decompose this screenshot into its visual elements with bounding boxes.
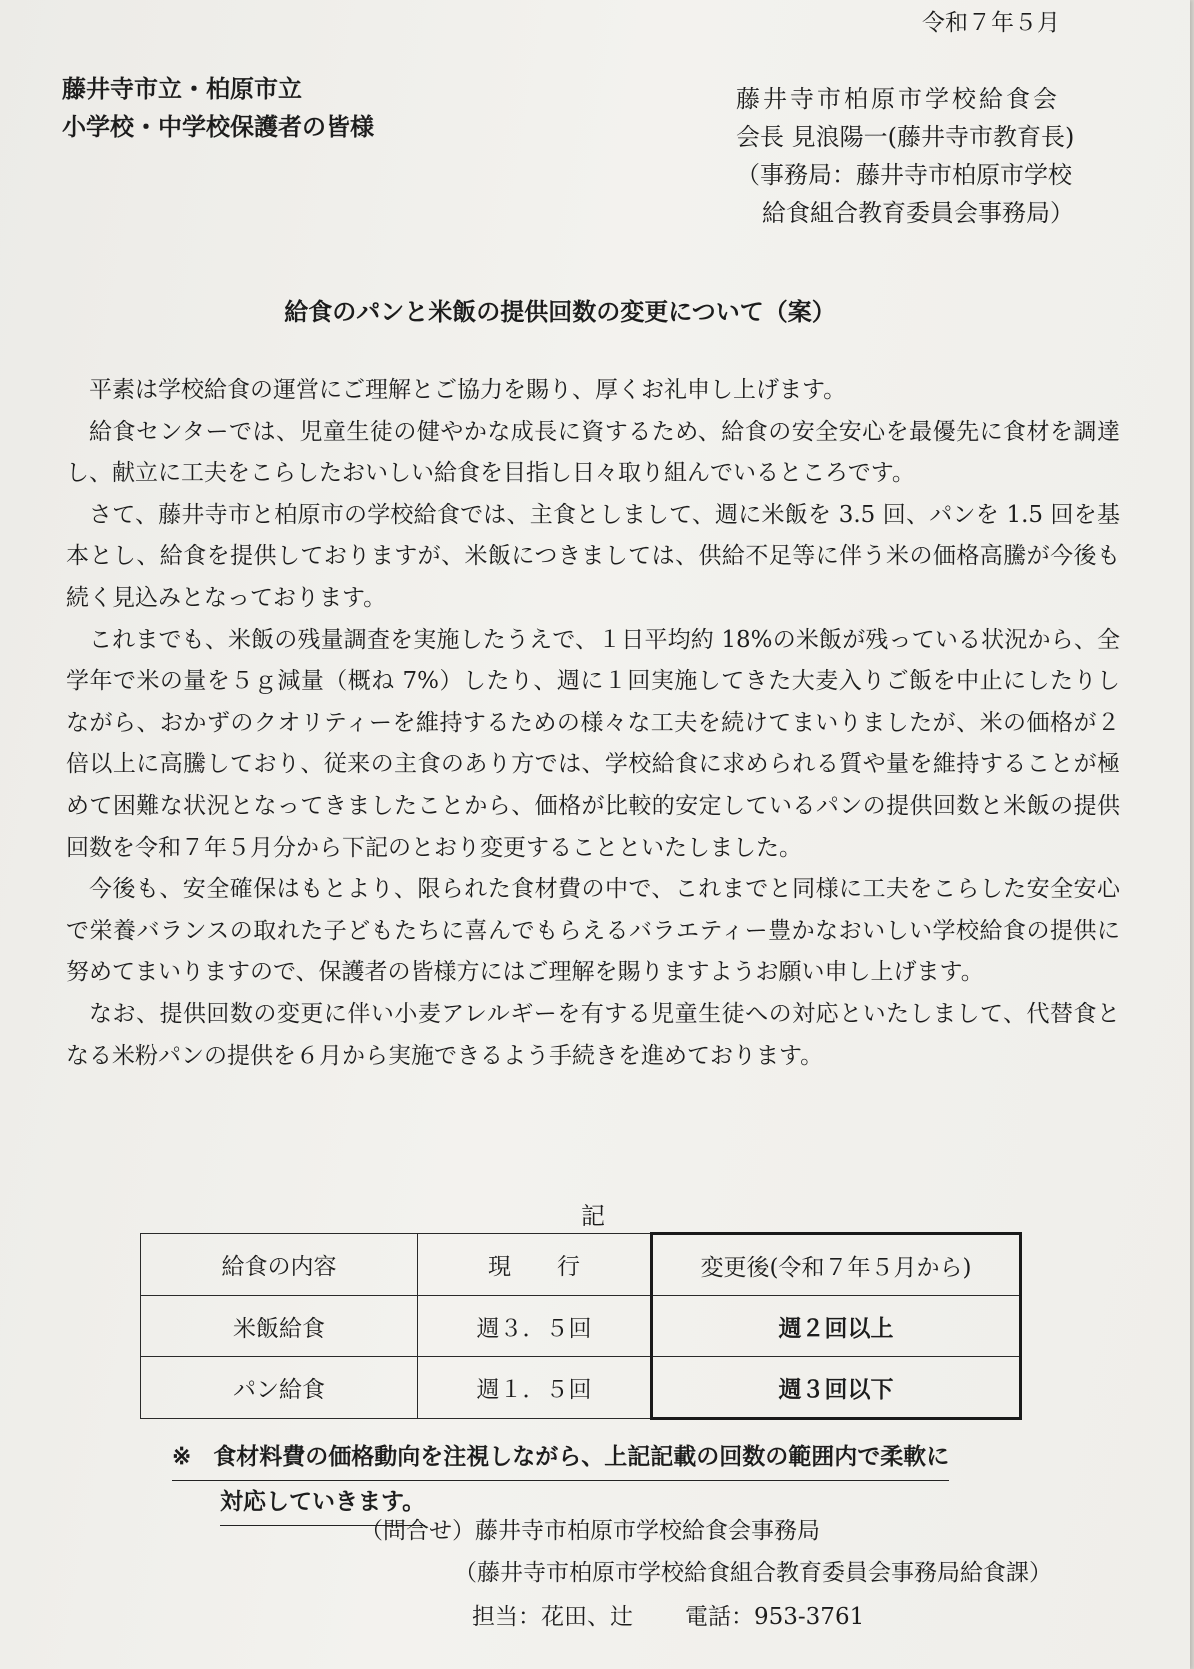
body-paragraph: さて、藤井寺市と柏原市の学校給食では、主食としまして、週に米飯を 3.5 回、パンを 1.5 回を基本とし、給食を提供しておりますが、米飯につきましては、供給不足等に伴う米の価格高騰が今後も続く見込みとなっております。 [66, 501, 1120, 611]
contact-person: 担当：花田、辻 [472, 1604, 633, 1630]
addressee-line-1: 藤井寺市立・柏原市立 [62, 74, 302, 103]
table-row [141, 1357, 1021, 1419]
table-cell: 週２回以上 [652, 1296, 1021, 1357]
table-header-row [141, 1234, 1021, 1296]
table-row [141, 1296, 1021, 1357]
table-cell: 週３回以下 [652, 1357, 1021, 1419]
note-text-1: 食材料費の価格動向を注視しながら、上記記載の回数の範囲内で柔軟に [213, 1443, 950, 1470]
table-header-cell: 給食の内容 [141, 1234, 418, 1296]
document-date: 令和７年５月 [922, 10, 1060, 36]
table-header-cell: 現 行 [418, 1234, 652, 1296]
sender-office-line-1: （事務局：藤井寺市柏原市学校 [736, 161, 1072, 189]
body-paragraph: 平素は学校給食の運営にご理解とご協力を賜り、厚くお礼申し上げます。 [89, 377, 847, 403]
ki-heading: 記 [581, 1202, 605, 1230]
contact-line-3 [472, 1598, 864, 1631]
sender-block [736, 80, 1074, 232]
addressee-block [62, 70, 374, 146]
note-line-2: 対応していきます。 [220, 1481, 425, 1526]
body-paragraph: 今後も、安全確保はもとより、限られた食材費の中で、これまでと同様に工夫をこらした安全安心で栄養バランスの取れた子どもたちに喜んでもらえるバラエティー豊かなおいしい学校給食の提供に努めてまいりますので、保護者の皆様方にはご理解を賜りますようお願い申し上げます。 [66, 876, 1120, 986]
contact-phone: 電話：953-3761 [685, 1604, 865, 1630]
table-header-cell: 変更後(令和７年５月から) [652, 1234, 1021, 1296]
document-body [66, 370, 1120, 1077]
body-paragraph: これまでも、米飯の残量調査を実施したうえで、１日平均約 18%の米飯が残っている状況から、全学年で米の量を５ｇ減量（概ね 7%）したり、週に１回実施してきた大麦入りご飯を中止にしたりしながら、おかずのクオリティーを維持するための様々な工夫を続けてまいりましたが、米の価格が２倍以上に高騰しており、従来の主食のあり方では、学校給食に求められる質や量を維持することが極めて困難な状況となってきましたことから、価格が比較的安定しているパンの提供回数と米飯の提供回数を令和７年５月分から下記のとおり変更することといたしました。 [66, 626, 1120, 861]
table-cell: 米飯給食 [141, 1296, 418, 1357]
contact-line-2: （藤井寺市柏原市学校給食組合教育委員会事務局給食課） [454, 1560, 1052, 1586]
sender-organization: 藤井寺市柏原市学校給食会 [736, 85, 1060, 113]
sender-chair: 会長 見浪陽一(藤井寺市教育長) [736, 123, 1075, 151]
body-paragraph: 給食センターでは、児童生徒の健やかな成長に資するため、給食の安全安心を最優先に食材を調達し、献立に工夫をこらしたおいしい給食を目指し日々取り組んでいるところです。 [66, 418, 1120, 487]
body-paragraph: なお、提供回数の変更に伴い小麦アレルギーを有する児童生徒への対応といたしまして、代替食となる米粉パンの提供を６月から実施できるよう手続きを進めております。 [66, 1000, 1120, 1069]
sender-office-line-2: 給食組合教育委員会事務局） [762, 199, 1074, 227]
table-cell: 週３．５回 [418, 1296, 652, 1357]
table-cell: 週１．５回 [418, 1357, 652, 1419]
note-line-1 [172, 1436, 949, 1481]
addressee-line-2: 小学校・中学校保護者の皆様 [62, 112, 374, 141]
document-title: 給食のパンと米飯の提供回数の変更について（案） [284, 297, 836, 326]
note-mark: ※ [172, 1443, 192, 1470]
table-cell: パン給食 [141, 1357, 418, 1419]
contact-line-1: （問合せ）藤井寺市柏原市学校給食会事務局 [360, 1518, 820, 1544]
meal-change-table [140, 1232, 1022, 1420]
